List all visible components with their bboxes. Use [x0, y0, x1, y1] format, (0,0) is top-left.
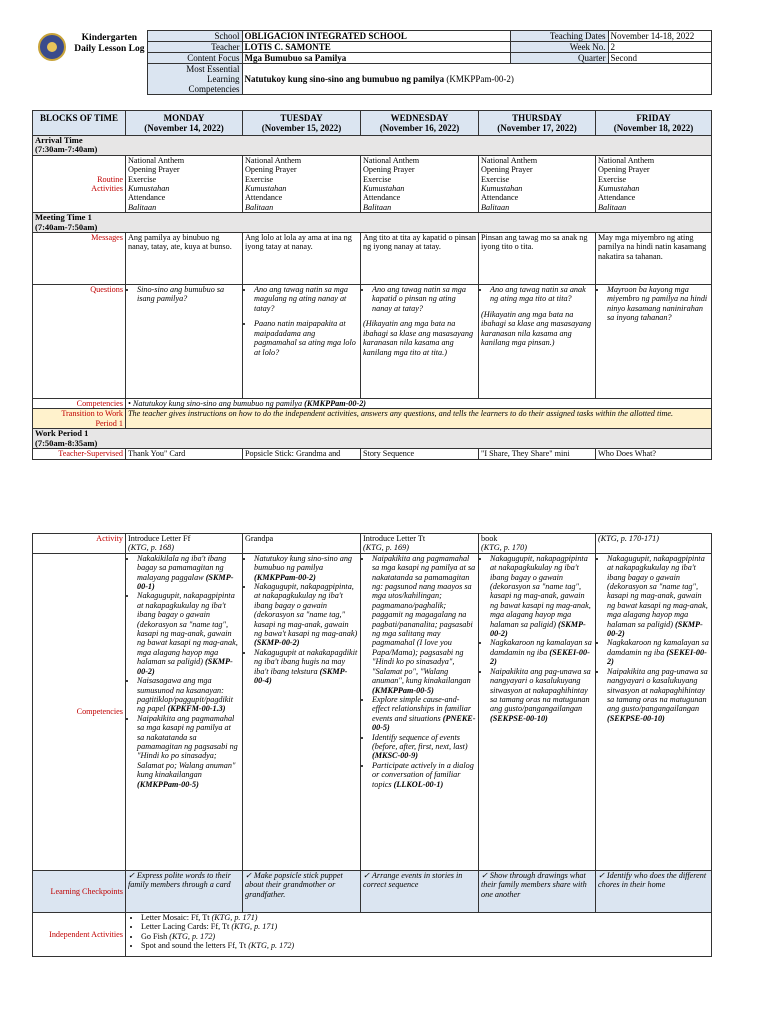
question-cell: • Ano ang tawag natin sa mga magulang ng ating nanay at tatay? • Paano natin maipapakita at maipadadama ang pagmamahal sa ating mga lolo at lolo? [243, 285, 361, 399]
school-value: OBLIGACION INTEGRATED SCHOOL [242, 31, 510, 42]
teaching-dates-value: November 14-18, 2022 [608, 31, 711, 42]
header-table [32, 30, 712, 95]
quarter-label: Quarter [510, 53, 608, 64]
quarter-value: Second [608, 53, 711, 64]
mec-code: (KMKPPam-00-2) [446, 74, 514, 84]
checkmark-icon: ✓ [598, 870, 605, 880]
mec-label [147, 64, 242, 95]
competencies-row [33, 399, 712, 409]
week-label: Week No. [510, 42, 608, 53]
independent-activities-label: Independent Activities [33, 912, 126, 956]
teacher-supervised-cell: Who Does What? [596, 449, 712, 460]
meeting-time-row [33, 213, 712, 233]
header-logo-cell [32, 31, 147, 95]
messages-label: Messages [33, 233, 126, 285]
arrival-time: (7:30am-7:40am) [35, 144, 98, 155]
competencies-detail-label: Competencies [33, 553, 126, 870]
competencies-cell: • Natutukoy kung sino-sino ang bumubuo ng pamilya (KMKPPam-00-2) [126, 399, 712, 409]
questions-label: Questions [33, 285, 126, 399]
blocks-of-time-header: BLOCKS OF TIME [33, 111, 126, 136]
thursday-header: THURSDAY (November 17, 2022) [479, 111, 596, 136]
routine-label: Routine Activities [33, 155, 126, 212]
competencies-label: Competencies [33, 399, 126, 409]
transition-row [33, 409, 712, 429]
independent-activities-row [33, 912, 712, 956]
mec-label-2: Learning [207, 74, 240, 84]
header-title-line1: Kindergarten [81, 32, 138, 43]
teacher-value: LOTIS C. SAMONTE [242, 42, 510, 53]
routine-cell: National Anthem Opening Prayer Exercise Kumustahan Attendance Balitaan [243, 155, 361, 212]
message-cell: Pinsan ang tawag mo sa anak ng iyong tito o tita. [479, 233, 596, 285]
mec-value [242, 64, 711, 95]
activity-cell: book (KTG, p. 170) [479, 534, 596, 554]
competency-cell-monday: • Nakakikilala ng iba't ibang bagay sa pamamagitan ng malayang paggalaw (SKMP-00-1) • Nakagugupit, nakapagpipinta at nakapagkukulay ng iba't ibang bagay o gawain (dekorasyon sa "name tag", kasapi ng mag-anak, gawain ng bawat kasapi ng mag-anak, mga alagang hayop mga halaman sa paligid) (SKMP-00-2) • Naisasagawa ang mga sumusunod na kasanayan: pagtitiklop/paggupit/pagdikit ng papel (KPKFM-00-1.3) • Naipakikita ang pagmamahal sa mga kasapi ng pamilya at sa nakatatanda sa pamamagitan ng pagsasabi ng "Hindi ko po sinasadya; Salamat po; Walang anuman" kung kinakailangan (KMKPPam-00-5) [126, 553, 243, 870]
checkpoint-cell: ✓ Express polite words to their family members through a card [126, 870, 243, 912]
routine-cell: National Anthem Opening Prayer Exercise Kumustahan Attendance Balitaan [596, 155, 712, 212]
teacher-supervised-row [33, 449, 712, 460]
header-title-line2: Daily Lesson Log [74, 43, 145, 54]
work-period-row [33, 429, 712, 449]
friday-header: FRIDAY (November 18, 2022) [596, 111, 712, 136]
competency-cell-tuesday: • Natutukoy kung sino-sino ang bumubuo ng pamilya (KMKPPam-00-2) • Nakagugupit, nakapagpipinta, at nakapagkukulay ng iba't ibang bagay o gawain (dekorasyon sa "name tag," kasapi ng mag-anak, gawain ng bawa't kasapi ng mag-anak) (SKMP-00-2) • Nakagugupit at nakakapagdikit ng iba't ibang hugis na may iba't ibang tekstura (SKMP-00-4) [243, 553, 361, 870]
week-value: 2 [608, 42, 711, 53]
independent-activities-cell: • Letter Mosaic: Ff, Tt (KTG, p. 171) • Letter Lacing Cards: Ff, Tt (KTG, p. 171) • Go Fish (KTG, p. 172) • Spot and sound the letters Ff, Tt (KTG, p. 172) [126, 912, 712, 956]
learning-checkpoints-row [33, 870, 712, 912]
routine-cell: National Anthem Opening Prayer Exercise Kumustahan Attendance Balitaan [126, 155, 243, 212]
question-cell: • Ano ang tawag natin sa mga kapatid o pinsan ng ating nanay at tatay? (Hikayatin ang mga bata na ibahagi sa klase ang masasayang karanasan nila kasama ang kanilang mga tito at tita.) [361, 285, 479, 399]
checkmark-icon: ✓ [245, 870, 252, 880]
competency-cell-wednesday: • Naipakikita ang pagmamahal sa mga kasapi ng pamilya at sa nakatatanda sa pamamagitan ng: pagsunod nang maayos sa mga utos/kahilingan; pagmamano/paghalik; paggamit ng magagalang na pagbati/pananalita; pagsasabi ng mga salitang may pagmamahal (I love you Papa/Mama); pagsasabi ng "Hindi ko po sinasadya", "Salamat po", "Walang anuman", kung kinakailangan (KMKPPam-00-5) • Explore simple cause-and-effect relationships in familiar events and situations (PNEKE-00-5) • Identify sequence of events (before, after, first, next, last) (MKSC-00-9) • Participate actively in a dialog or conversation of familiar topics (LLKOL-00-1) [361, 553, 479, 870]
question-cell: • Mayroon ba kayong mga miyembro ng pamilya na hindi ninyo kasamang naninirahan sa inyong tahanan? [596, 285, 712, 399]
messages-row [33, 233, 712, 285]
checkmark-icon: ✓ [363, 870, 370, 880]
competency-cell-friday: • Nakagugupit, nakapagpipinta at nakapagkukulay ng iba't ibang bagay o gawain (dekorasyon sa "name tag", kasapi ng mag-anak, gawain ng bawat kasapi ng mag-anak, mga alagang hayop mga halaman sa paligid) (SKMP-00-2) • Nagkakaroon ng kamalayan sa damdamin ng iba (SEKEI-00-2) • Naipakikita ang pag-unawa sa nangyayari o kasalukuyang sitwasyon at nakapaghihintay sa tamang oras na matugunan ang gusto/pangangailangan (SEKPSE-00-10) [596, 553, 712, 870]
checkpoint-cell: ✓ Identify who does the different chores in their home [596, 870, 712, 912]
checkpoint-cell: ✓ Arrange events in stories in correct sequence [361, 870, 479, 912]
questions-row [33, 285, 712, 399]
teacher-supervised-cell: "I Share, They Share" mini [479, 449, 596, 460]
teacher-supervised-cell: Story Sequence [361, 449, 479, 460]
message-cell: Ang lolo at lola ay ama at ina ng iyong tatay at nanay. [243, 233, 361, 285]
message-cell: Ang pamilya ay binubuo ng nanay, tatay, ate, kuya at bunso. [126, 233, 243, 285]
teacher-supervised-cell: Thank You" Card [126, 449, 243, 460]
content-focus-value: Mga Bumubuo sa Pamilya [242, 53, 510, 64]
teaching-dates-label: Teaching Dates [510, 31, 608, 42]
work-period-time: (7:50am-8:35am) [35, 437, 98, 448]
teacher-label: Teacher [147, 42, 242, 53]
meeting-time: (7:40am-7:50am) [35, 221, 98, 232]
checkmark-icon: ✓ [128, 870, 135, 880]
checkmark-icon: ✓ [481, 870, 488, 880]
mec-text: Natutukoy kung sino-sino ang bumubuo ng pamilya [244, 74, 445, 84]
teacher-supervised-label: Teacher-Supervised [33, 449, 126, 460]
arrival-time-row [33, 136, 712, 156]
lesson-log-table-continued [32, 533, 712, 957]
competency-cell-thursday: • Nakagugupit, nakapagpipinta at nakapagkukulay ng iba't ibang bagay o gawain (dekorasyon sa "name tag", kasapi ng mag-anak, gawain ng bawat kasapi ng mag-anak, mga alagang hayop mga halaman sa paligid) (SKMP-00-2) • Nagkakaroon ng kamalayan sa damdamin ng iba (SEKEI-00-2) • Naipakikita ang pag-unawa sa nangyayari o kasalukuyang sitwasyon at nakapaghihintay sa tamang oras na matugunan ang gusto/pangangailangan (SEKPSE-00-10) [479, 553, 596, 870]
content-focus-label: Content Focus [147, 53, 242, 64]
message-cell: Ang tito at tita ay kapatid o pinsan ng iyong nanay at tatay. [361, 233, 479, 285]
tuesday-header: TUESDAY (November 15, 2022) [243, 111, 361, 136]
routine-row [33, 155, 712, 212]
message-cell: May mga miyembro ng ating pamilya na hindi natin kasamang nakatira sa tahanan. [596, 233, 712, 285]
checkpoint-cell: ✓ Show through drawings what their family members share with one another [479, 870, 596, 912]
deped-seal-icon [38, 33, 66, 61]
activity-row [33, 534, 712, 554]
meeting-title: Meeting Time 1 [35, 212, 92, 223]
transition-label: Transition to Work Period 1 [33, 409, 126, 429]
activity-cell: Introduce Letter Ff (KTG, p. 168) [126, 534, 243, 554]
work-period-title: Work Period 1 [35, 428, 89, 439]
question-cell: • Sino-sino ang bumubuo sa isang pamilya? [126, 285, 243, 399]
teacher-supervised-cell: Popsicle Stick: Grandma and [243, 449, 361, 460]
competencies-detail-row [33, 553, 712, 870]
school-label: School [147, 31, 242, 42]
activity-cell: (KTG, p. 170-171) [596, 534, 712, 554]
activity-label: Activity [33, 534, 126, 554]
routine-cell: National Anthem Opening Prayer Exercise Kumustahan Attendance Balitaan [479, 155, 596, 212]
question-cell: • Ano ang tawag natin sa anak ng ating mga tito at tita? (Hikayatin ang mga bata na ibahagi sa klase ang masasayang karanasan nila kasama ang kanilang mga pinsan.) [479, 285, 596, 399]
wednesday-header: WEDNESDAY (November 16, 2022) [361, 111, 479, 136]
activity-cell: Introduce Letter Tt (KTG, p. 169) [361, 534, 479, 554]
routine-cell: National Anthem Opening Prayer Exercise Kumustahan Attendance Balitaan [361, 155, 479, 212]
mec-label-1: Most Essential [186, 64, 240, 74]
arrival-title: Arrival Time [35, 135, 83, 145]
transition-text: The teacher gives instructions on how to do the independent activities, answers any questions, and tells the learners to do their assigned tasks within the allotted time. [126, 409, 712, 429]
activity-cell: Grandpa [243, 534, 361, 554]
learning-checkpoints-label: Learning Checkpoints [33, 870, 126, 912]
checkpoint-cell: ✓ Make popsicle stick puppet about their grandmother or grandfather. [243, 870, 361, 912]
lesson-log-table [32, 110, 712, 460]
monday-header: MONDAY (November 14, 2022) [126, 111, 243, 136]
mec-label-3: Competencies [188, 84, 240, 94]
